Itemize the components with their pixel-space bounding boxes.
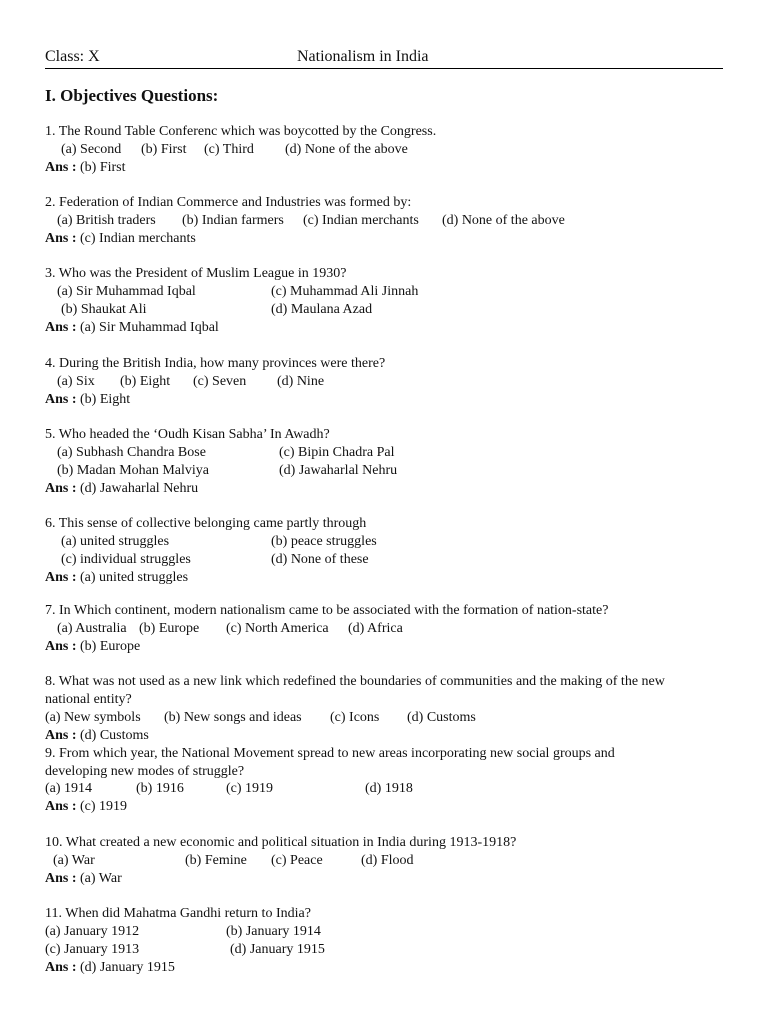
question-1-option-b: (b) First [141, 142, 187, 157]
question-6-text: 6. This sense of collective belonging came partly through [45, 516, 367, 531]
question-10-option-d: (d) Flood [361, 853, 414, 868]
answer-value: (b) Eight [80, 392, 131, 407]
question-7-option-a: (a) Australia [57, 621, 127, 636]
question-3-text: 3. Who was the President of Muslim League in 1930? [45, 266, 347, 281]
question-7-option-d: (d) Africa [348, 621, 403, 636]
question-5-option-b: (b) Madan Mohan Malviya [57, 463, 210, 478]
question-5-option-c: (c) Bipin Chadra Pal [279, 445, 395, 460]
question-2-answer [45, 230, 196, 248]
question-11-option-d: (d) January 1915 [230, 942, 325, 957]
question-10-text: 10. What created a new economic and political situation in India during 1913-1918? [45, 835, 517, 850]
answer-value: (c) Indian merchants [80, 231, 196, 246]
question-1-option-d: (d) None of the above [285, 142, 408, 157]
section-title: I. Objectives Questions: [45, 86, 219, 105]
question-9-text-line-2: developing new modes of struggle? [45, 764, 245, 779]
question-4-option-b: (b) Eight [120, 374, 171, 389]
question-3-option-b: (b) Shaukat Ali [61, 302, 147, 317]
question-8-option-d: (d) Customs [407, 710, 476, 725]
question-2-option-b: (b) Indian farmers [182, 213, 284, 228]
question-11-option-b: (b) January 1914 [226, 924, 321, 939]
question-9-option-a: (a) 1914 [45, 781, 93, 796]
question-4-option-d: (d) Nine [277, 374, 325, 389]
question-8-answer [45, 727, 149, 745]
answer-value: (c) 1919 [80, 799, 128, 814]
answer-label: Ans : [45, 871, 77, 886]
question-5-answer [45, 480, 198, 498]
answer-label: Ans : [45, 570, 77, 585]
question-1-text: 1. The Round Table Conferenc which was boycotted by the Congress. [45, 124, 437, 139]
question-6-option-d: (d) None of these [271, 552, 369, 567]
question-2-option-c: (c) Indian merchants [303, 213, 419, 228]
question-2-text: 2. Federation of Indian Commerce and Industries was formed by: [45, 195, 412, 210]
answer-value: (b) Europe [80, 639, 141, 654]
question-1-option-a: (a) Second [61, 142, 122, 157]
answer-value: (b) First [80, 160, 126, 175]
question-8-option-b: (b) New songs and ideas [164, 710, 302, 725]
question-5-option-d: (d) Jawaharlal Nehru [279, 463, 398, 478]
question-6-option-a: (a) united struggles [61, 534, 170, 549]
question-9-option-d: (d) 1918 [365, 781, 413, 796]
question-3-option-a: (a) Sir Muhammad Iqbal [57, 284, 196, 299]
question-8-option-a: (a) New symbols [45, 710, 141, 725]
question-6-option-c: (c) individual struggles [61, 552, 191, 567]
answer-label: Ans : [45, 728, 77, 743]
answer-label: Ans : [45, 960, 77, 975]
question-8-text-line-2: national entity? [45, 692, 132, 707]
answer-label: Ans : [45, 320, 77, 335]
question-11-option-c: (c) January 1913 [45, 942, 140, 957]
question-6-answer [45, 569, 188, 587]
answer-value: (a) united struggles [80, 570, 189, 585]
question-7-answer [45, 638, 140, 656]
question-11-text: 11. When did Mahatma Gandhi return to India? [45, 906, 311, 921]
question-9-option-c: (c) 1919 [226, 781, 274, 796]
question-7-option-b: (b) Europe [139, 621, 200, 636]
question-8-text-line-1: 8. What was not used as a new link which redefined the boundaries of communities and the making of the new [45, 674, 665, 689]
answer-label: Ans : [45, 639, 77, 654]
question-7-option-c: (c) North America [226, 621, 329, 636]
question-4-option-a: (a) Six [57, 374, 95, 389]
answer-value: (d) Customs [80, 728, 149, 743]
question-3-option-d: (d) Maulana Azad [271, 302, 373, 317]
answer-label: Ans : [45, 160, 77, 175]
question-4-answer [45, 391, 130, 409]
question-4-text: 4. During the British India, how many provinces were there? [45, 356, 386, 371]
answer-value: (d) Jawaharlal Nehru [80, 481, 199, 496]
page-header [45, 48, 723, 68]
answer-label: Ans : [45, 231, 77, 246]
answer-value: (d) January 1915 [80, 960, 175, 975]
question-9-text-line-1: 9. From which year, the National Movement spread to new areas incorporating new social groups and [45, 746, 615, 761]
question-4-option-c: (c) Seven [193, 374, 247, 389]
question-6-option-b: (b) peace struggles [271, 534, 377, 549]
question-3-answer [45, 319, 219, 337]
answer-value: (a) Sir Muhammad Iqbal [80, 320, 219, 335]
question-9-answer [45, 798, 127, 816]
class-label: Class: X [45, 48, 100, 65]
question-11-option-a: (a) January 1912 [45, 924, 140, 939]
answer-label: Ans : [45, 799, 77, 814]
question-11-answer [45, 959, 175, 977]
question-2-option-a: (a) British traders [57, 213, 156, 228]
question-7-text: 7. In Which continent, modern nationalism came to be associated with the formation of nation-state? [45, 603, 609, 618]
question-3-option-c: (c) Muhammad Ali Jinnah [271, 284, 419, 299]
document-title: Nationalism in India [297, 48, 429, 65]
header-divider [45, 68, 723, 69]
answer-label: Ans : [45, 481, 77, 496]
question-1-answer [45, 159, 126, 177]
question-1-option-c: (c) Third [204, 142, 254, 157]
answer-value: (a) War [80, 871, 122, 886]
answer-label: Ans : [45, 392, 77, 407]
question-10-option-a: (a) War [53, 853, 95, 868]
question-9-option-b: (b) 1916 [136, 781, 184, 796]
question-8-option-c: (c) Icons [330, 710, 380, 725]
question-5-text: 5. Who headed the ‘Oudh Kisan Sabha’ In Awadh? [45, 427, 330, 442]
question-5-option-a: (a) Subhash Chandra Bose [57, 445, 206, 460]
question-10-option-b: (b) Femine [185, 853, 247, 868]
question-10-answer [45, 870, 122, 888]
question-2-option-d: (d) None of the above [442, 213, 565, 228]
question-10-option-c: (c) Peace [271, 853, 323, 868]
